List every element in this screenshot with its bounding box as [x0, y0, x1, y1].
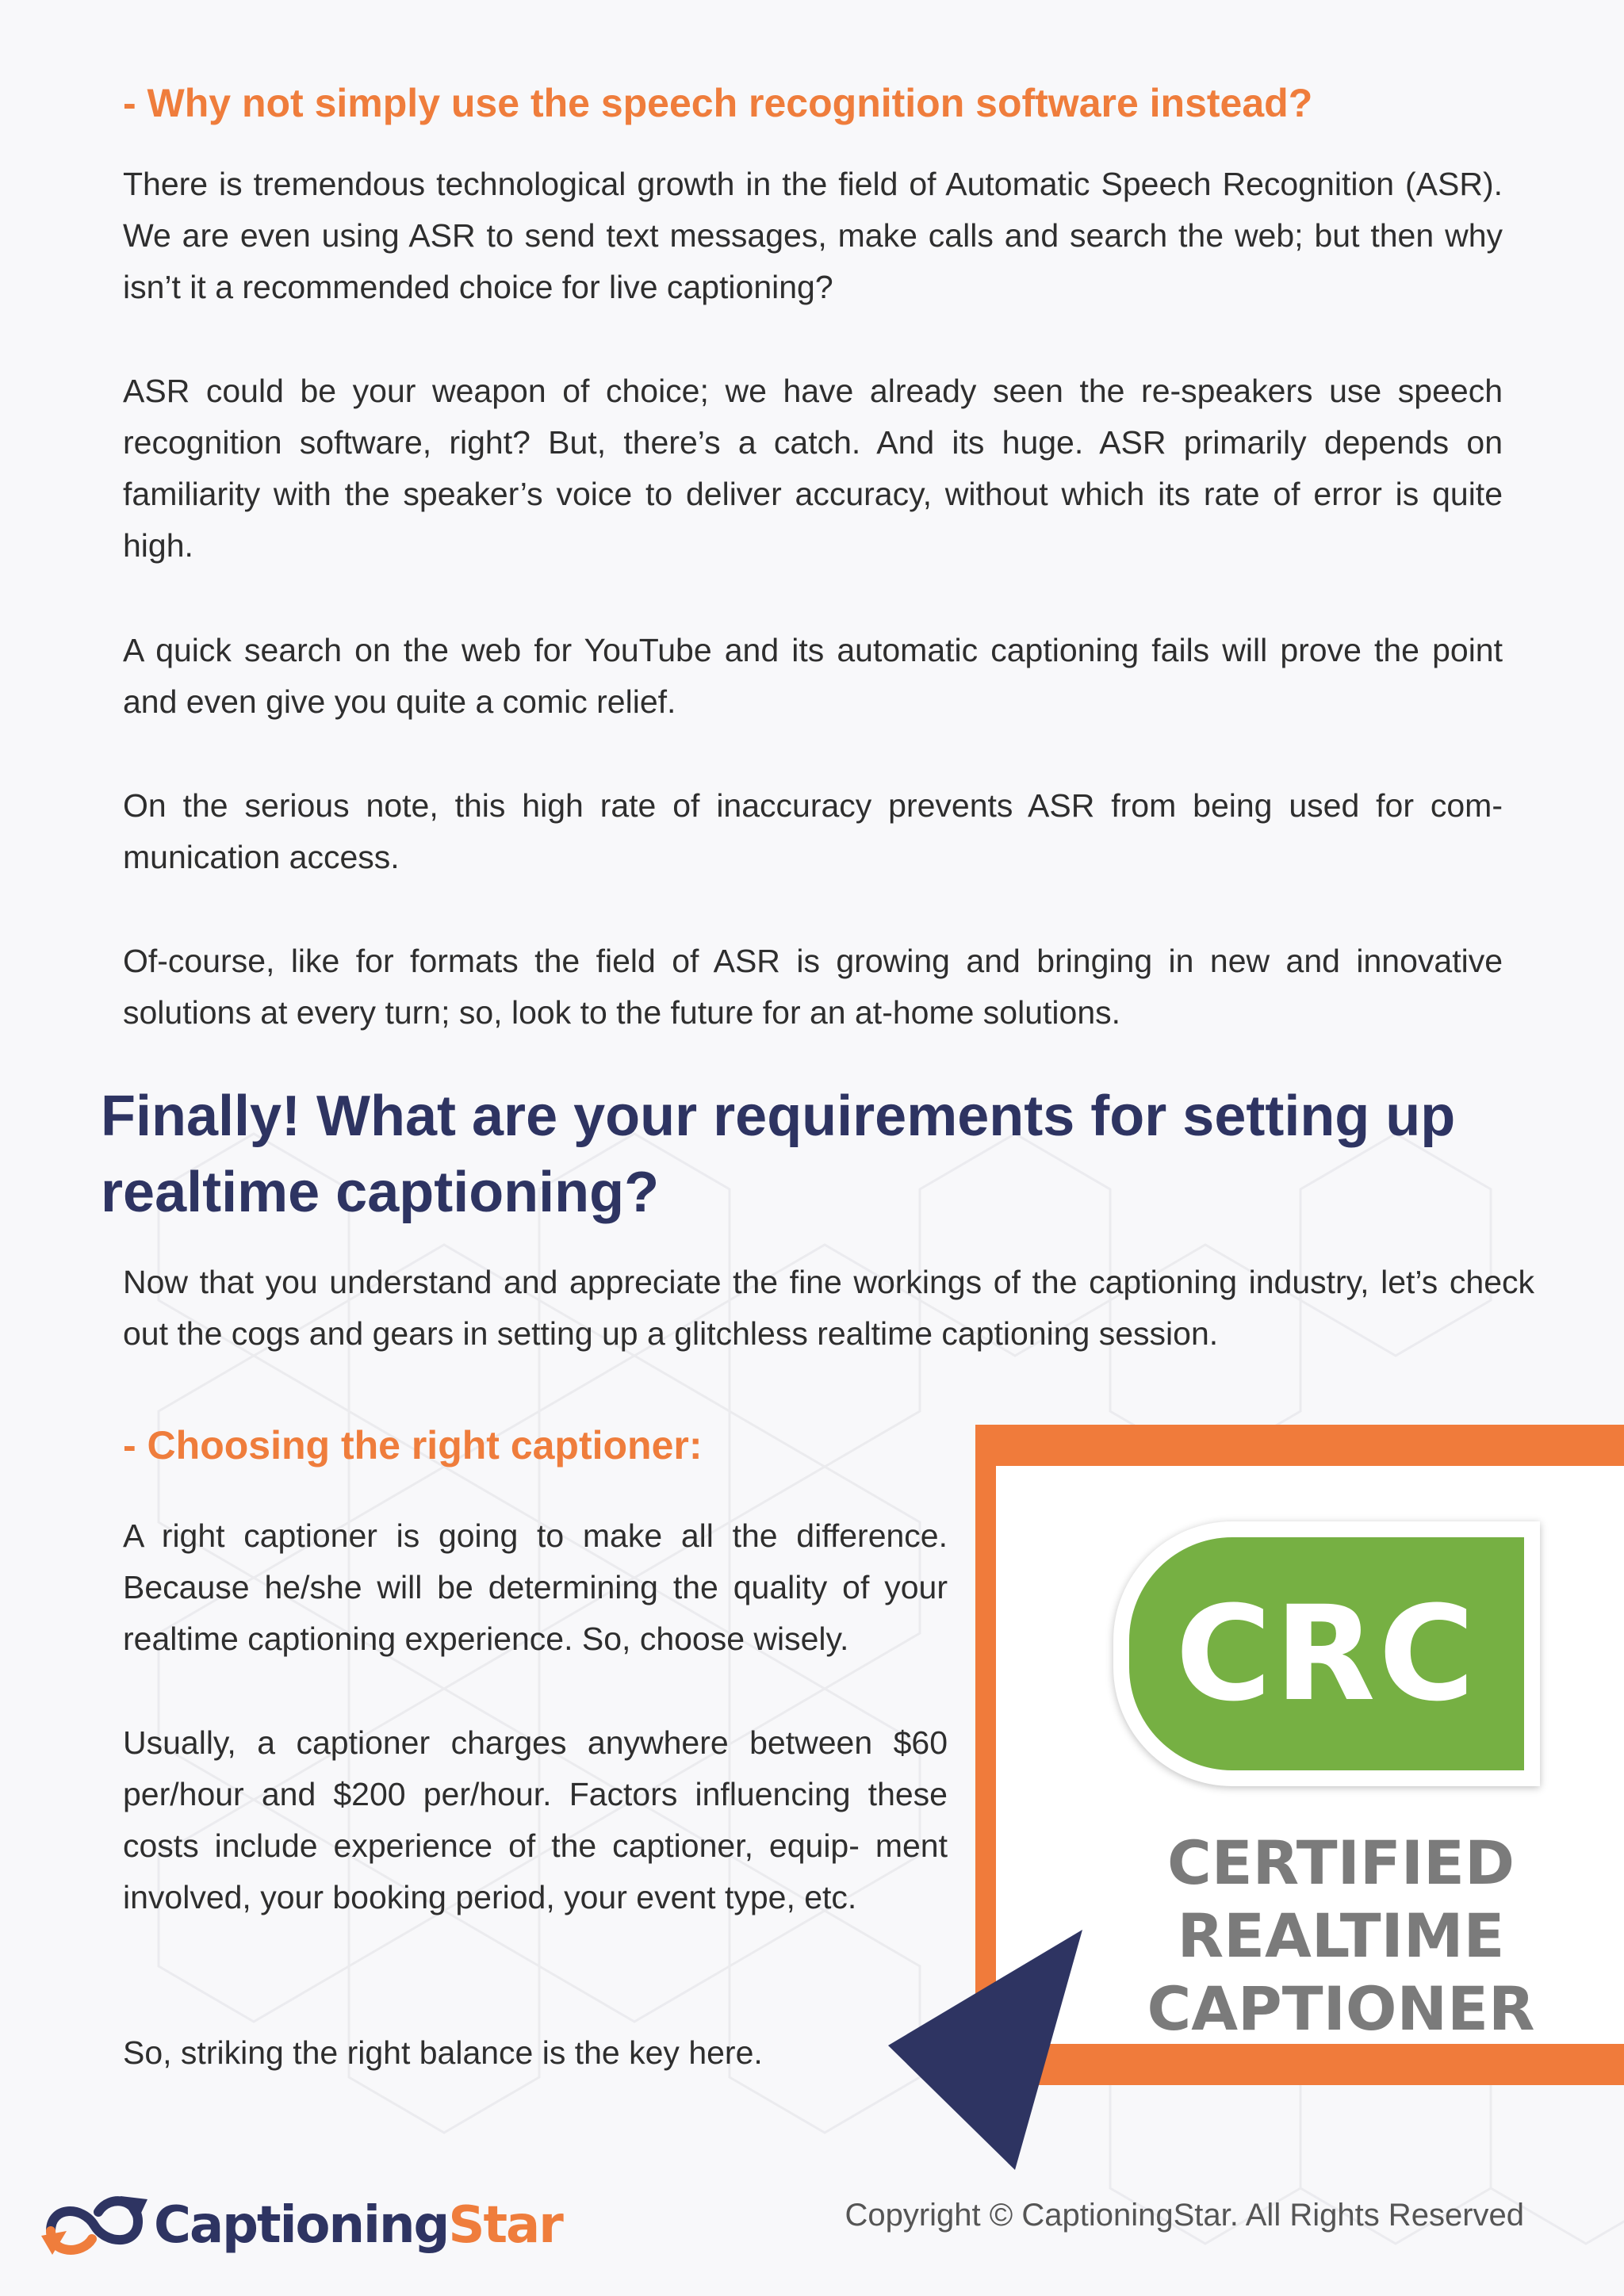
copyright-notice: Copyright © CaptioningStar. All Rights Reserved [845, 2198, 1524, 2233]
captioningstar-logo [35, 2182, 562, 2269]
crc-logo [1113, 1521, 1540, 1786]
crc-green-pill [1129, 1537, 1524, 1770]
captioner-paragraph-2: Usually, a captioner charges anywhere between $60 per/hour and $200 per/hour. Factors influencing these costs include experience of the captioner, equip- ment involved, your booking period, your event type, etc. [123, 1724, 948, 1915]
crc-line-certified: CERTIFIED [1166, 1827, 1515, 1898]
crc-line-realtime: REALTIME [1177, 1900, 1505, 1971]
logo-star: Star [448, 2196, 562, 2255]
crc-certification-text [1107, 1827, 1575, 2045]
intro-paragraph: Now that you understand and appreciate the fine workings of the captioning industry, let’s check out the cogs and gears in setting up a glitchless realtime captioning session. [123, 1264, 1534, 1352]
asr-section-heading: - Why not simply use the speech recognition software instead? [123, 81, 1313, 125]
logo-wordmark [154, 2196, 562, 2255]
asr-paragraph-4: On the serious note, this high rate of inaccuracy prevents ASR from being used for com- munication access. [123, 787, 1503, 875]
asr-paragraph-2: ASR could be your weapon of choice; we have already seen the re-speakers use speech recognition software, right? But, there’s a catch. And its huge. ASR primarily depends on familiarity with the speaker’s voice to deliver accuracy, without which its rate of error is quite high. [123, 373, 1503, 564]
captioner-section-heading: - Choosing the right captioner: [123, 1423, 703, 1468]
captioning-loop-icon [35, 2182, 154, 2269]
asr-paragraph-5: Of-course, like for formats the field of ASR is growing and bringing in new and innovative solutions at every turn; so, look to the future for an at-home solutions. [123, 943, 1503, 1031]
asr-paragraph-1: There is tremendous technological growth in the field of Automatic Speech Recognition (ASR). We are even using ASR to send text messages, make calls and search the web; but then why isn’t it a recommended choice for live captioning? [123, 166, 1503, 305]
captioner-paragraph-3: So, striking the right balance is the key here. [123, 2034, 763, 2071]
requirements-heading: Finally! What are your requirements for setting up realtime captioning? [101, 1085, 1456, 1224]
crc-abbreviation: CRC [1175, 1578, 1478, 1730]
navy-triangle-decoration [888, 1928, 1102, 2174]
captioner-paragraph-1: A right captioner is going to make all the difference. Because he/she will be determining the quality of your realtime captioning experience. So, choose wisely. [123, 1517, 948, 1657]
asr-paragraph-3: A quick search on the web for YouTube and its automatic captioning fails will prove the point and even give you quite a comic relief. [123, 632, 1503, 720]
logo-captioning: Captioning [154, 2196, 449, 2255]
crc-line-captioner: CAPTIONER [1147, 1973, 1535, 2044]
